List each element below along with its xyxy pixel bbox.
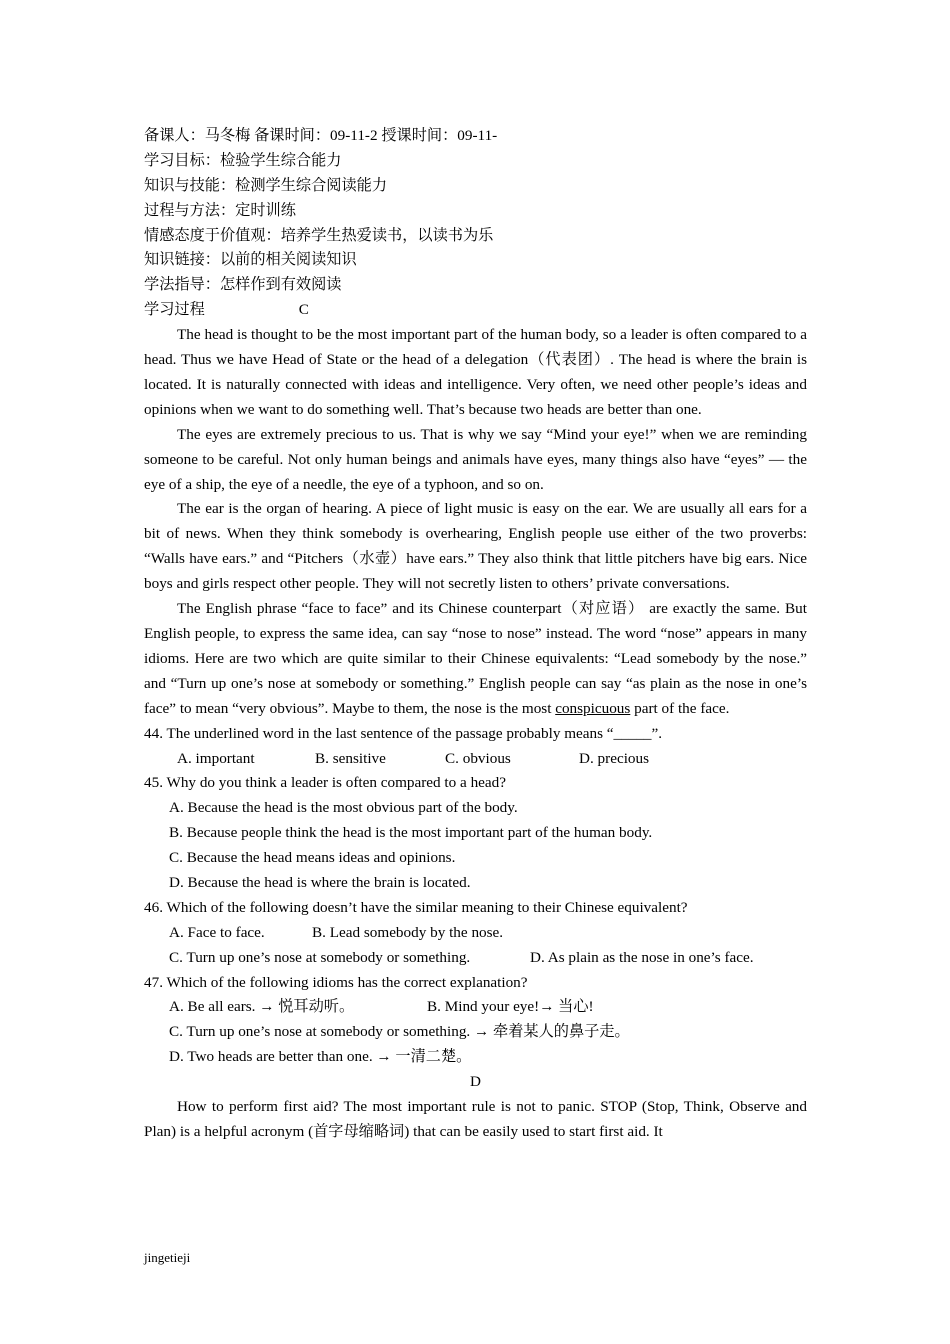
question-45: 45. Why do you think a leader is often compared to a head? <box>144 774 506 792</box>
passage-d-paragraph-1: How to perform first aid? The most important rule is not to panic. STOP (Stop, Think, Observe and Plan) is a helpful acronym (首字母缩略词) that can be easily used to start first aid. It <box>144 1097 807 1140</box>
option-d: D. precious <box>579 749 650 767</box>
attitude-values: 情感态度于价值观：培养学生热爱读书，以读书为乐 <box>144 226 494 244</box>
option-c: C. obvious <box>445 749 511 767</box>
learning-process-row <box>144 298 807 323</box>
question-44: 44. The underlined word in the last sentence of the passage probably means “_____”. <box>144 724 663 742</box>
document-page <box>144 124 807 1145</box>
option-d: D. Two heads are better than one. → 一清二楚。 <box>169 1048 472 1066</box>
option-c: C. Because the head means ideas and opinions. <box>169 849 456 867</box>
question-46-options-row-1 <box>144 921 807 946</box>
process-method: 过程与方法：定时训练 <box>144 201 296 219</box>
lesson-meta: 备课人：马冬梅 备课时间：09-11-2 授课时间：09-11- <box>144 127 498 144</box>
option-d: D. As plain as the nose in one’s face. <box>530 948 754 966</box>
question-46-options-row-2 <box>144 946 807 971</box>
option-a: A. Face to face. <box>169 923 265 941</box>
question-44-options <box>144 747 807 772</box>
passage-c-paragraph-2: The eyes are extremely precious to us. That is why we say “Mind your eye!” when we are reminding someone to be careful. Not only human beings and animals have eyes, many things also have “eyes” — the eye of a ship, the eye of a needle, the eye of a typhoon, and so on. <box>144 425 807 493</box>
knowledge-link: 知识链接：以前的相关阅读知识 <box>144 251 357 269</box>
section-d-label: D <box>470 1073 481 1091</box>
section-c-label: C <box>298 301 309 319</box>
paragraph-4-text: The English phrase “face to face” and its Chinese counterpart（对应语） are exactly the same. But English people, to express the same idea, can say “nose to nose” instead. The word “nose” appears in many idioms. Here are two which are quite similar to their Chinese equivalents: “Lead somebody by the nose.” and “Turn up one’s nose at somebody or something.” English people can say “as plain as the nose in one’s face” to mean “very obvious”. Maybe to them, the nose is the most <box>144 600 807 717</box>
option-b: B. Mind your eye!→ 当心! <box>427 998 594 1016</box>
page-footer: jingetieji <box>144 1250 191 1265</box>
option-c: C. Turn up one’s nose at somebody or something. → 牵着某人的鼻子走。 <box>169 1023 630 1041</box>
passage-c-paragraph-1: The head is thought to be the most important part of the human body, so a leader is often compared to a head. Thus we have Head of State or the head of a delegation（代表团）. The head is where the brain is located. It is naturally connected with ideas and intelligence. Very often, we need other people’s ideas and opinions when we want to do something well. That’s because two heads are better than one. <box>144 326 807 418</box>
option-b: B. sensitive <box>315 749 386 767</box>
option-a: A. Because the head is the most obvious part of the body. <box>169 799 518 817</box>
learning-goal: 学习目标：检验学生综合能力 <box>144 151 342 169</box>
option-c: C. Turn up one’s nose at somebody or something. <box>169 948 471 966</box>
option-b: B. Lead somebody by the nose. <box>312 923 504 941</box>
learning-process-label: 学习过程 <box>144 301 205 319</box>
passage-c-paragraph-4 <box>144 597 807 722</box>
question-46: 46. Which of the following doesn’t have the similar meaning to their Chinese equivalent? <box>144 898 688 916</box>
study-guide: 学法指导：怎样作到有效阅读 <box>144 276 342 294</box>
underlined-word: conspicuous <box>555 699 631 717</box>
question-47: 47. Which of the following idioms has the correct explanation? <box>144 973 528 991</box>
option-a: A. Be all ears. → 悦耳动听。 <box>169 998 355 1016</box>
passage-c-paragraph-3: The ear is the organ of hearing. A piece of light music is easy on the ear. We are usually all ears for a bit of news. When they think somebody is overhearing, English people use either of the two proverbs: “Walls have ears.” and “Pitchers（水壶）have ears.” They also think that little pitchers have big ears. Nice boys and girls respect other people. They will not secretly listen to others’ private conversations. <box>144 500 807 593</box>
option-a: A. important <box>177 749 255 767</box>
question-47-options-row-1 <box>144 995 807 1020</box>
paragraph-4-end: part of the face. <box>630 699 730 717</box>
knowledge-skill: 知识与技能：检测学生综合阅读能力 <box>144 176 387 194</box>
option-b: B. Because people think the head is the most important part of the human body. <box>169 824 653 842</box>
option-d: D. Because the head is where the brain is located. <box>169 873 471 891</box>
